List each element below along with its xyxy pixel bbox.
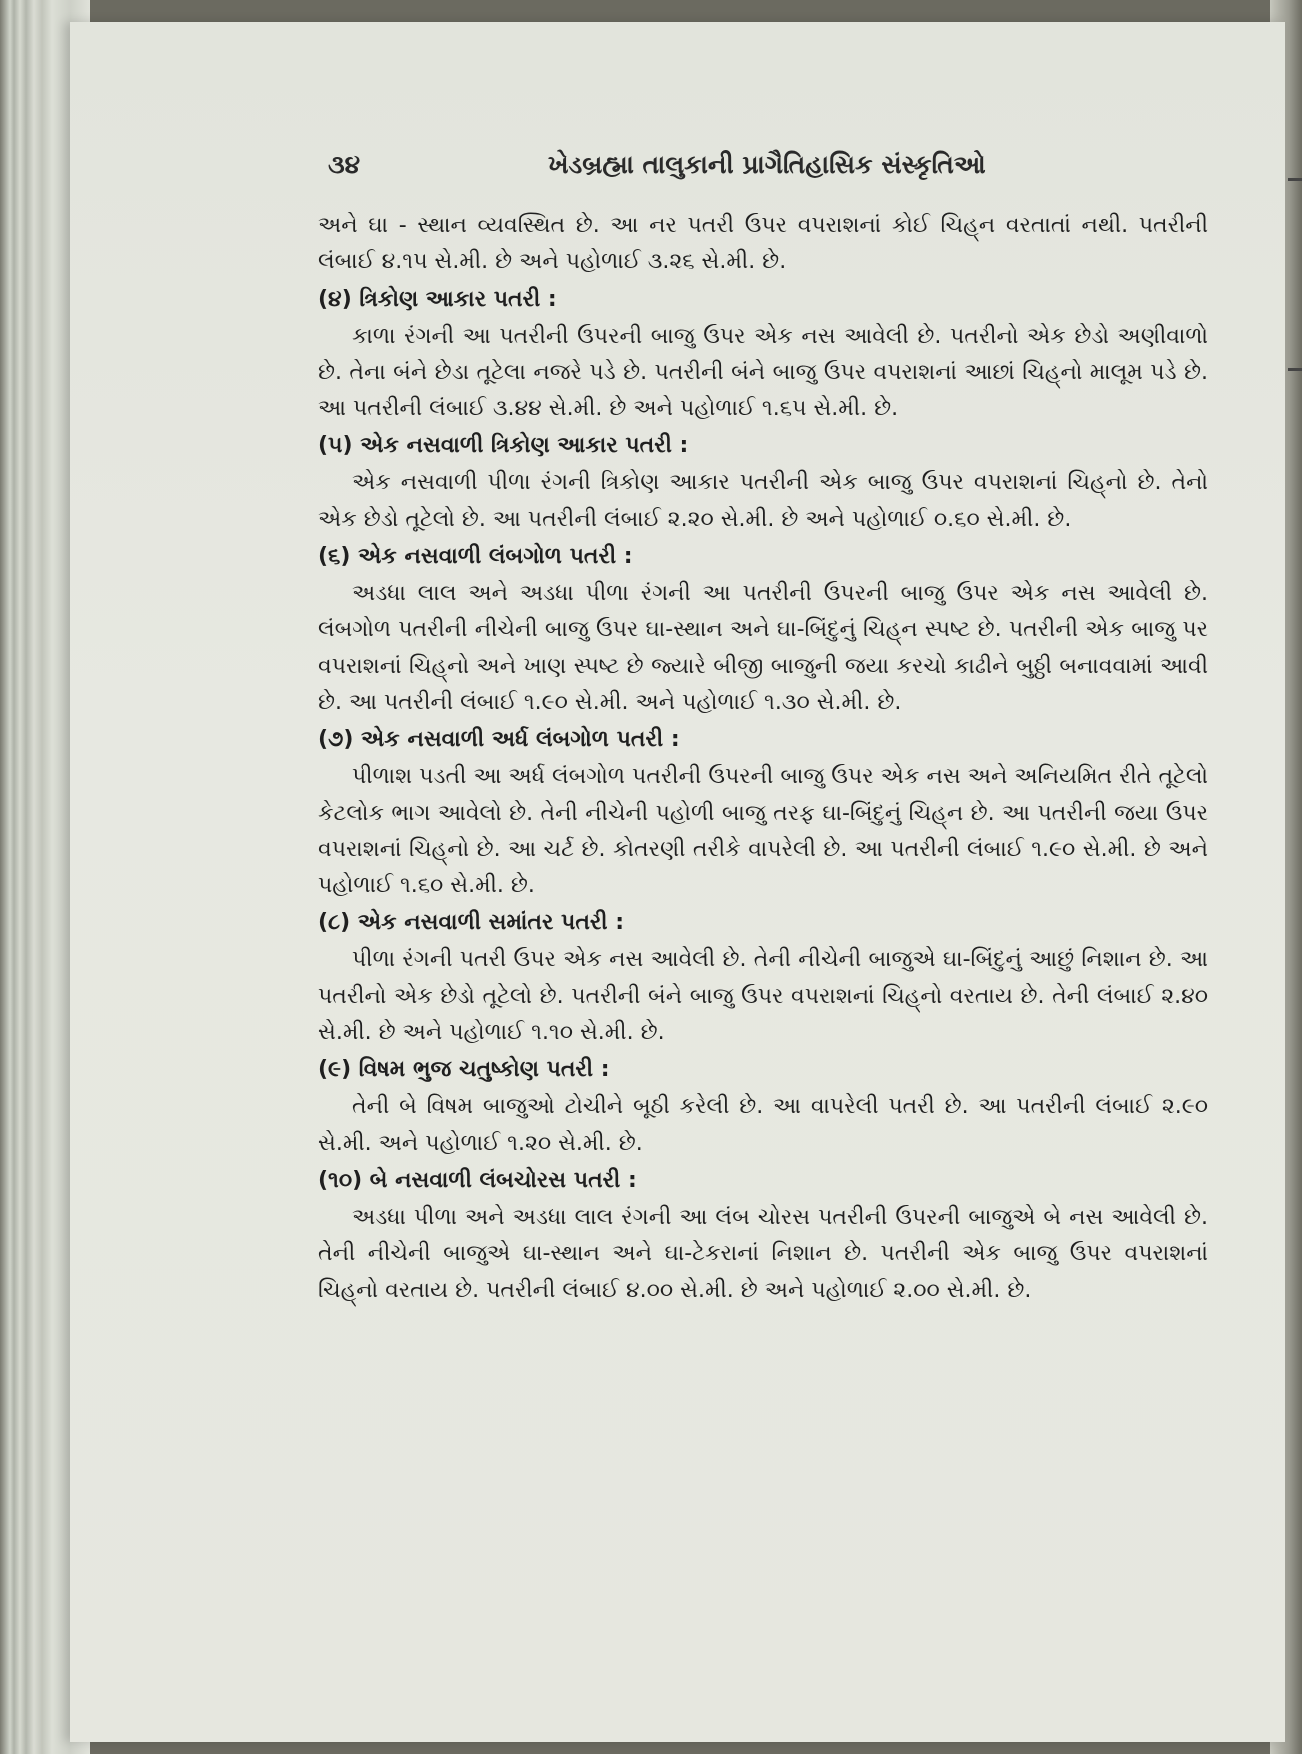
- section-paragraph: એક નસવાળી પીળા રંગની ત્રિકોણ આકાર પતરીની એક બાજુ ઉપર વપરાશનાં ચિહ્‌નો છે. તેનો એક છેડો તૂટેલો છે. આ પતરીની લંબાઈ ૨.૨૦ સે.મી. છે અને પહોળાઈ ૦.૬૦ સે.મી. છે.: [318, 470, 1208, 532]
- section-heading: (૮) એક નસવાળી સમાંતર પતરી :: [318, 910, 625, 936]
- section-heading: (૪) ત્રિકોણ આકાર પતરી :: [318, 286, 557, 312]
- section-paragraph: તેની બે વિષમ બાજુઓ ટોચીને બૂઠી કરેલી છે. આ વાપરેલી પતરી છે. આ પતરીની લંબાઈ ૨.૯૦ સે.મી. અને પહોળાઈ ૧.૨૦ સે.મી. છે.: [318, 1094, 1208, 1156]
- section-paragraph: અડધા લાલ અને અડધા પીળા રંગની આ પતરીની ઉપરની બાજુ ઉપર એક નસ આવેલી છે. લંબગોળ પતરીની નીચેની બાજુ ઉપર ઘા-સ્થાન અને ઘા-બિંદુનું ચિહ્‌ન સ્પષ્ટ છે. પતરીની એક બાજુ પર વપરાશનાં ચિહ્‌નો અને ખાણ સ્પષ્ટ છે જ્યારે બીજી બાજુની જયા કરચો કાઢીને બુઠ્ઠી બનાવવામાં આવી છે. આ પતરીની લંબાઈ ૧.૯૦ સે.મી. અને પહોળાઈ ૧.૩૦ સે.મી. છે.: [318, 581, 1208, 715]
- page-number: ૩૪: [328, 150, 361, 179]
- section-paragraph: અડધા પીળા અને અડધા લાલ રંગની આ લંબ ચોરસ પતરીની ઉપરની બાજુએ બે નસ આવેલી છે. તેની નીચેની બાજુએ ઘા-સ્થાન અને ઘા-ટેકરાનાં નિશાન છે. પતરીની એક બાજુ ઉપર વપરાશનાં ચિહ્‌નો વરતાય છે. પતરીની લંબાઈ ૪.૦૦ સે.મી. છે અને પહોળાઈ ૨.૦૦ સે.મી. છે.: [318, 1204, 1208, 1303]
- page-header: [328, 150, 1208, 190]
- section-heading: (૫) એક નસવાળી ત્રિકોણ આકાર પતરી :: [318, 433, 689, 459]
- section-paragraph: પીળાશ પડતી આ અર્ધ લંબગોળ પતરીની ઉપરની બાજુ ઉપર એક નસ અને અનિયમિત રીતે તૂટેલો કેટલોક ભાગ આવેલો છે. તેની નીચેની પહોળી બાજુ તરફ ઘા-બિંદુનું ચિહ્‌ન છે. આ પતરીની જયા ઉપર વપરાશનાં ચિહ્‌નો છે. આ ચર્ટ છે. કોતરણી તરીકે વાપરેલી છે. આ પતરીની લંબાઈ ૧.૯૦ સે.મી. છે અને પહોળાઈ ૧.૬૦ સે.મી. છે.: [318, 764, 1208, 899]
- section-heading: (૧૦) બે નસવાળી લંબચોરસ પતરી :: [318, 1167, 637, 1193]
- section-heading: (૭) એક નસવાળી અર્ધ લંબગોળ પતરી :: [318, 727, 680, 753]
- section-paragraph: પીળા રંગની પતરી ઉપર એક નસ આવેલી છે. તેની નીચેની બાજુએ ઘા-બિંદુનું આછું નિશાન છે. આ પતરીનો એક છેડો તૂટેલો છે. પતરીની બંને બાજુ ઉપર વપરાશનાં ચિહ્‌નો વરતાય છે. તેની લંબાઈ ૨.૪૦ સે.મી. છે અને પહોળાઈ ૧.૧૦ સે.મી. છે.: [318, 947, 1208, 1046]
- running-title: ખેડબ્રહ્મા તાલુકાની પ્રાગૈતિહાસિક સંસ્કૃતિઓ: [548, 150, 986, 179]
- page-body: [318, 208, 1208, 1309]
- section-paragraph: કાળા રંગની આ પતરીની ઉપરની બાજુ ઉપર એક નસ આવેલી છે. પતરીનો એક છેડો અણીવાળો છે. તેના બંને છેડા તૂટેલા નજરે પડે છે. પતરીની બંને બાજુ ઉપર વપરાશનાં આછાં ચિહ્‌નો માલૂમ પડે છે. આ પતરીની લંબાઈ ૩.૪૪ સે.મી. છે અને પહોળાઈ ૧.૬૫ સે.મી. છે.: [318, 323, 1208, 422]
- section-heading: (૬) એક નસવાળી લંબગોળ પતરી :: [318, 544, 633, 570]
- edge-mark: [1288, 178, 1302, 181]
- section-heading: (૯) વિષમ ભુજ ચતુષ્કોણ પતરી :: [318, 1057, 610, 1083]
- edge-mark: [1288, 368, 1302, 371]
- intro-paragraph: અને ઘા - સ્થાન વ્યવસ્થિત છે. આ નર પતરી ઉપર વપરાશનાં કોઈ ચિહ્‌ન વરતાતાં નથી. પતરીની લંબાઈ ૪.૧૫ સે.મી. છે અને પહોળાઈ ૩.૨૬ સે.મી. છે.: [318, 213, 1208, 275]
